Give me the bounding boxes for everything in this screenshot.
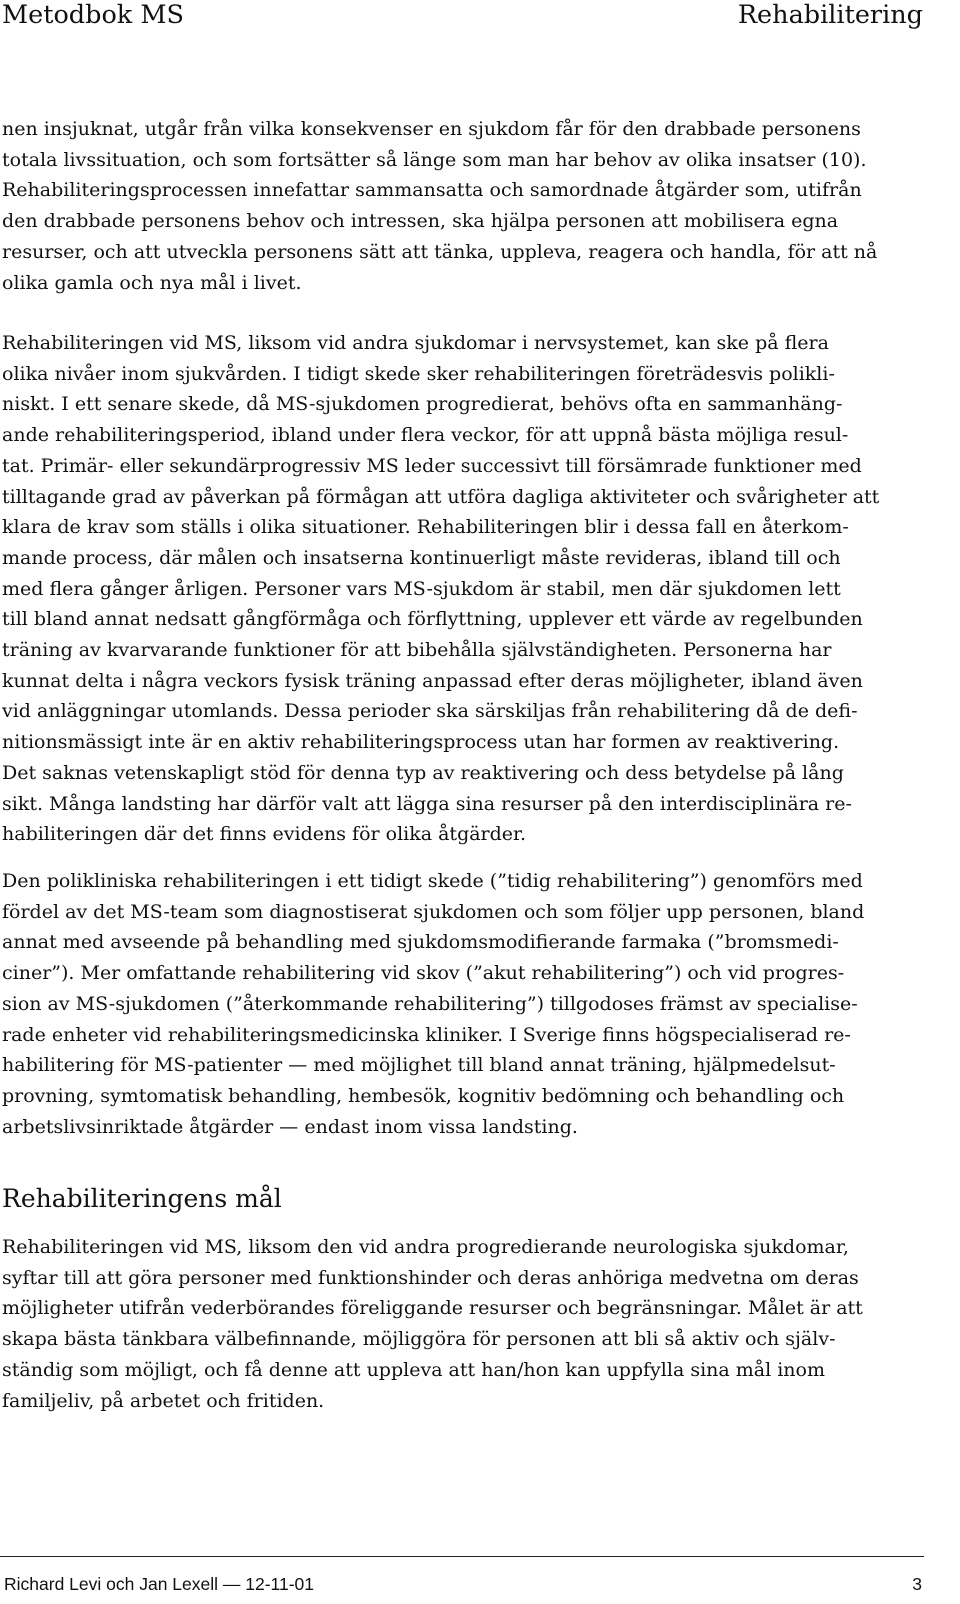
paragraph-2 <box>2 328 922 850</box>
text-line: Det saknas vetenskapligt stöd för denna typ av reaktivering och dess betydelse på lång <box>2 761 844 784</box>
section-heading: Rehabiliteringens mål <box>2 1184 282 1213</box>
text-line: sion av MS-sjukdomen (”återkommande rehabilitering”) tillgodoses främst av specialise- <box>2 992 858 1015</box>
text-line: niskt. I ett senare skede, då MS-sjukdomen progredierat, behövs ofta en sammanhäng- <box>2 393 843 416</box>
text-line: kunnat delta i några veckors fysisk träning anpassad efter deras möjligheter, ibland även <box>2 669 863 692</box>
footer-divider <box>0 1556 924 1557</box>
text-line: syftar till att göra personer med funktionshinder och deras anhöriga medvetna om deras <box>2 1266 859 1289</box>
page-footer <box>4 1574 922 1595</box>
paragraph-3 <box>2 866 922 1142</box>
header-section: Rehabilitering <box>737 0 923 30</box>
running-header <box>2 0 923 34</box>
text-line: skapa bästa tänkbara välbefinnande, möjliggöra för personen att bli så aktiv och själv- <box>2 1328 836 1351</box>
text-line: med flera gånger årligen. Personer vars MS-sjukdom är stabil, men där sjukdomen lett <box>2 577 841 600</box>
text-line: resurser, och att utveckla personens sätt att tänka, uppleva, reagera och handla, för att nå <box>2 240 878 263</box>
text-line: mande process, där målen och insatserna kontinuerligt måste revideras, ibland till och <box>2 546 841 569</box>
text-line: möjligheter utifrån vederbörandes föreliggande resurser och begränsningar. Målet är att <box>2 1297 863 1320</box>
section-paragraph <box>2 1232 922 1416</box>
text-line: träning av kvarvarande funktioner för att bibehålla självständigheten. Personerna har <box>2 639 832 662</box>
text-line: habiliteringen där det finns evidens för olika åtgärder. <box>2 823 527 846</box>
text-line: rade enheter vid rehabiliteringsmedicinska kliniker. I Sverige finns högspecialiserad re- <box>2 1023 851 1046</box>
text-line: nitionsmässigt inte är en aktiv rehabiliteringsprocess utan har formen av reaktivering. <box>2 731 840 754</box>
text-line: tat. Primär- eller sekundärprogressiv MS leder successivt till försämrade funktioner med <box>2 454 862 477</box>
page-number: 3 <box>912 1574 922 1594</box>
text-line: habilitering för MS-patienter — med möjlighet till bland annat träning, hjälpmedelsut- <box>2 1054 836 1077</box>
paragraph-1 <box>2 114 922 298</box>
footer-authors-date: Richard Levi och Jan Lexell — 12-11-01 <box>4 1574 314 1594</box>
text-line: familjeliv, på arbetet och fritiden. <box>2 1389 325 1412</box>
text-line: klara de krav som ställs i olika situationer. Rehabiliteringen blir i dessa fall en återkom- <box>2 516 849 539</box>
text-line: tilltagande grad av påverkan på förmågan att utföra dagliga aktiviteter och svårigheter att <box>2 485 880 508</box>
text-line: Rehabiliteringen vid MS, liksom vid andra sjukdomar i nervsystemet, kan ske på flera <box>2 332 829 354</box>
text-line: annat med avseende på behandling med sjukdomsmodifierande farmaka (”bromsmedi- <box>2 931 839 954</box>
header-title: Metodbok MS <box>2 0 184 30</box>
text-line: till bland annat nedsatt gångförmåga och förflyttning, upplever ett värde av regelbunden <box>2 608 863 631</box>
text-line: olika gamla och nya mål i livet. <box>2 271 302 294</box>
text-line: nen insjuknat, utgår från vilka konsekvenser en sjukdom får för den drabbade personens <box>2 118 861 140</box>
text-line: sikt. Många landsting har därför valt att lägga sina resurser på den interdisciplinära re- <box>2 792 852 815</box>
text-line: Rehabiliteringen vid MS, liksom den vid andra progredierande neurologiska sjukdomar, <box>2 1236 849 1258</box>
text-line: vid anläggningar utomlands. Dessa perioder ska särskiljas från rehabilitering då de defi- <box>2 700 858 723</box>
text-line: den drabbade personens behov och intressen, ska hjälpa personen att mobilisera egna <box>2 210 839 233</box>
text-line: ständig som möjligt, och få denne att uppleva att han/hon kan uppfylla sina mål inom <box>2 1358 825 1381</box>
text-line: olika nivåer inom sjukvården. I tidigt skede sker rehabiliteringen företrädesvis polikli- <box>2 362 835 385</box>
text-line: fördel av det MS-team som diagnostiserat sjukdomen och som följer upp personen, bland <box>2 900 865 923</box>
text-line: ande rehabiliteringsperiod, ibland under flera veckor, för att uppnå bästa möjliga resul- <box>2 424 849 447</box>
text-line: Rehabiliteringsprocessen innefattar sammansatta och samordnade åtgärder som, utifrån <box>2 179 862 202</box>
text-line: Den polikliniska rehabiliteringen i ett tidigt skede (”tidig rehabilitering”) genomförs med <box>2 870 863 892</box>
text-line: totala livssituation, och som fortsätter så länge som man har behov av olika insatser (10). <box>2 148 867 171</box>
text-line: arbetslivsinriktade åtgärder — endast inom vissa landsting. <box>2 1115 578 1138</box>
text-line: ciner”). Mer omfattande rehabilitering vid skov (”akut rehabilitering”) och vid progres- <box>2 962 845 985</box>
text-line: provning, symtomatisk behandling, hembesök, kognitiv bedömning och behandling och <box>2 1084 845 1107</box>
